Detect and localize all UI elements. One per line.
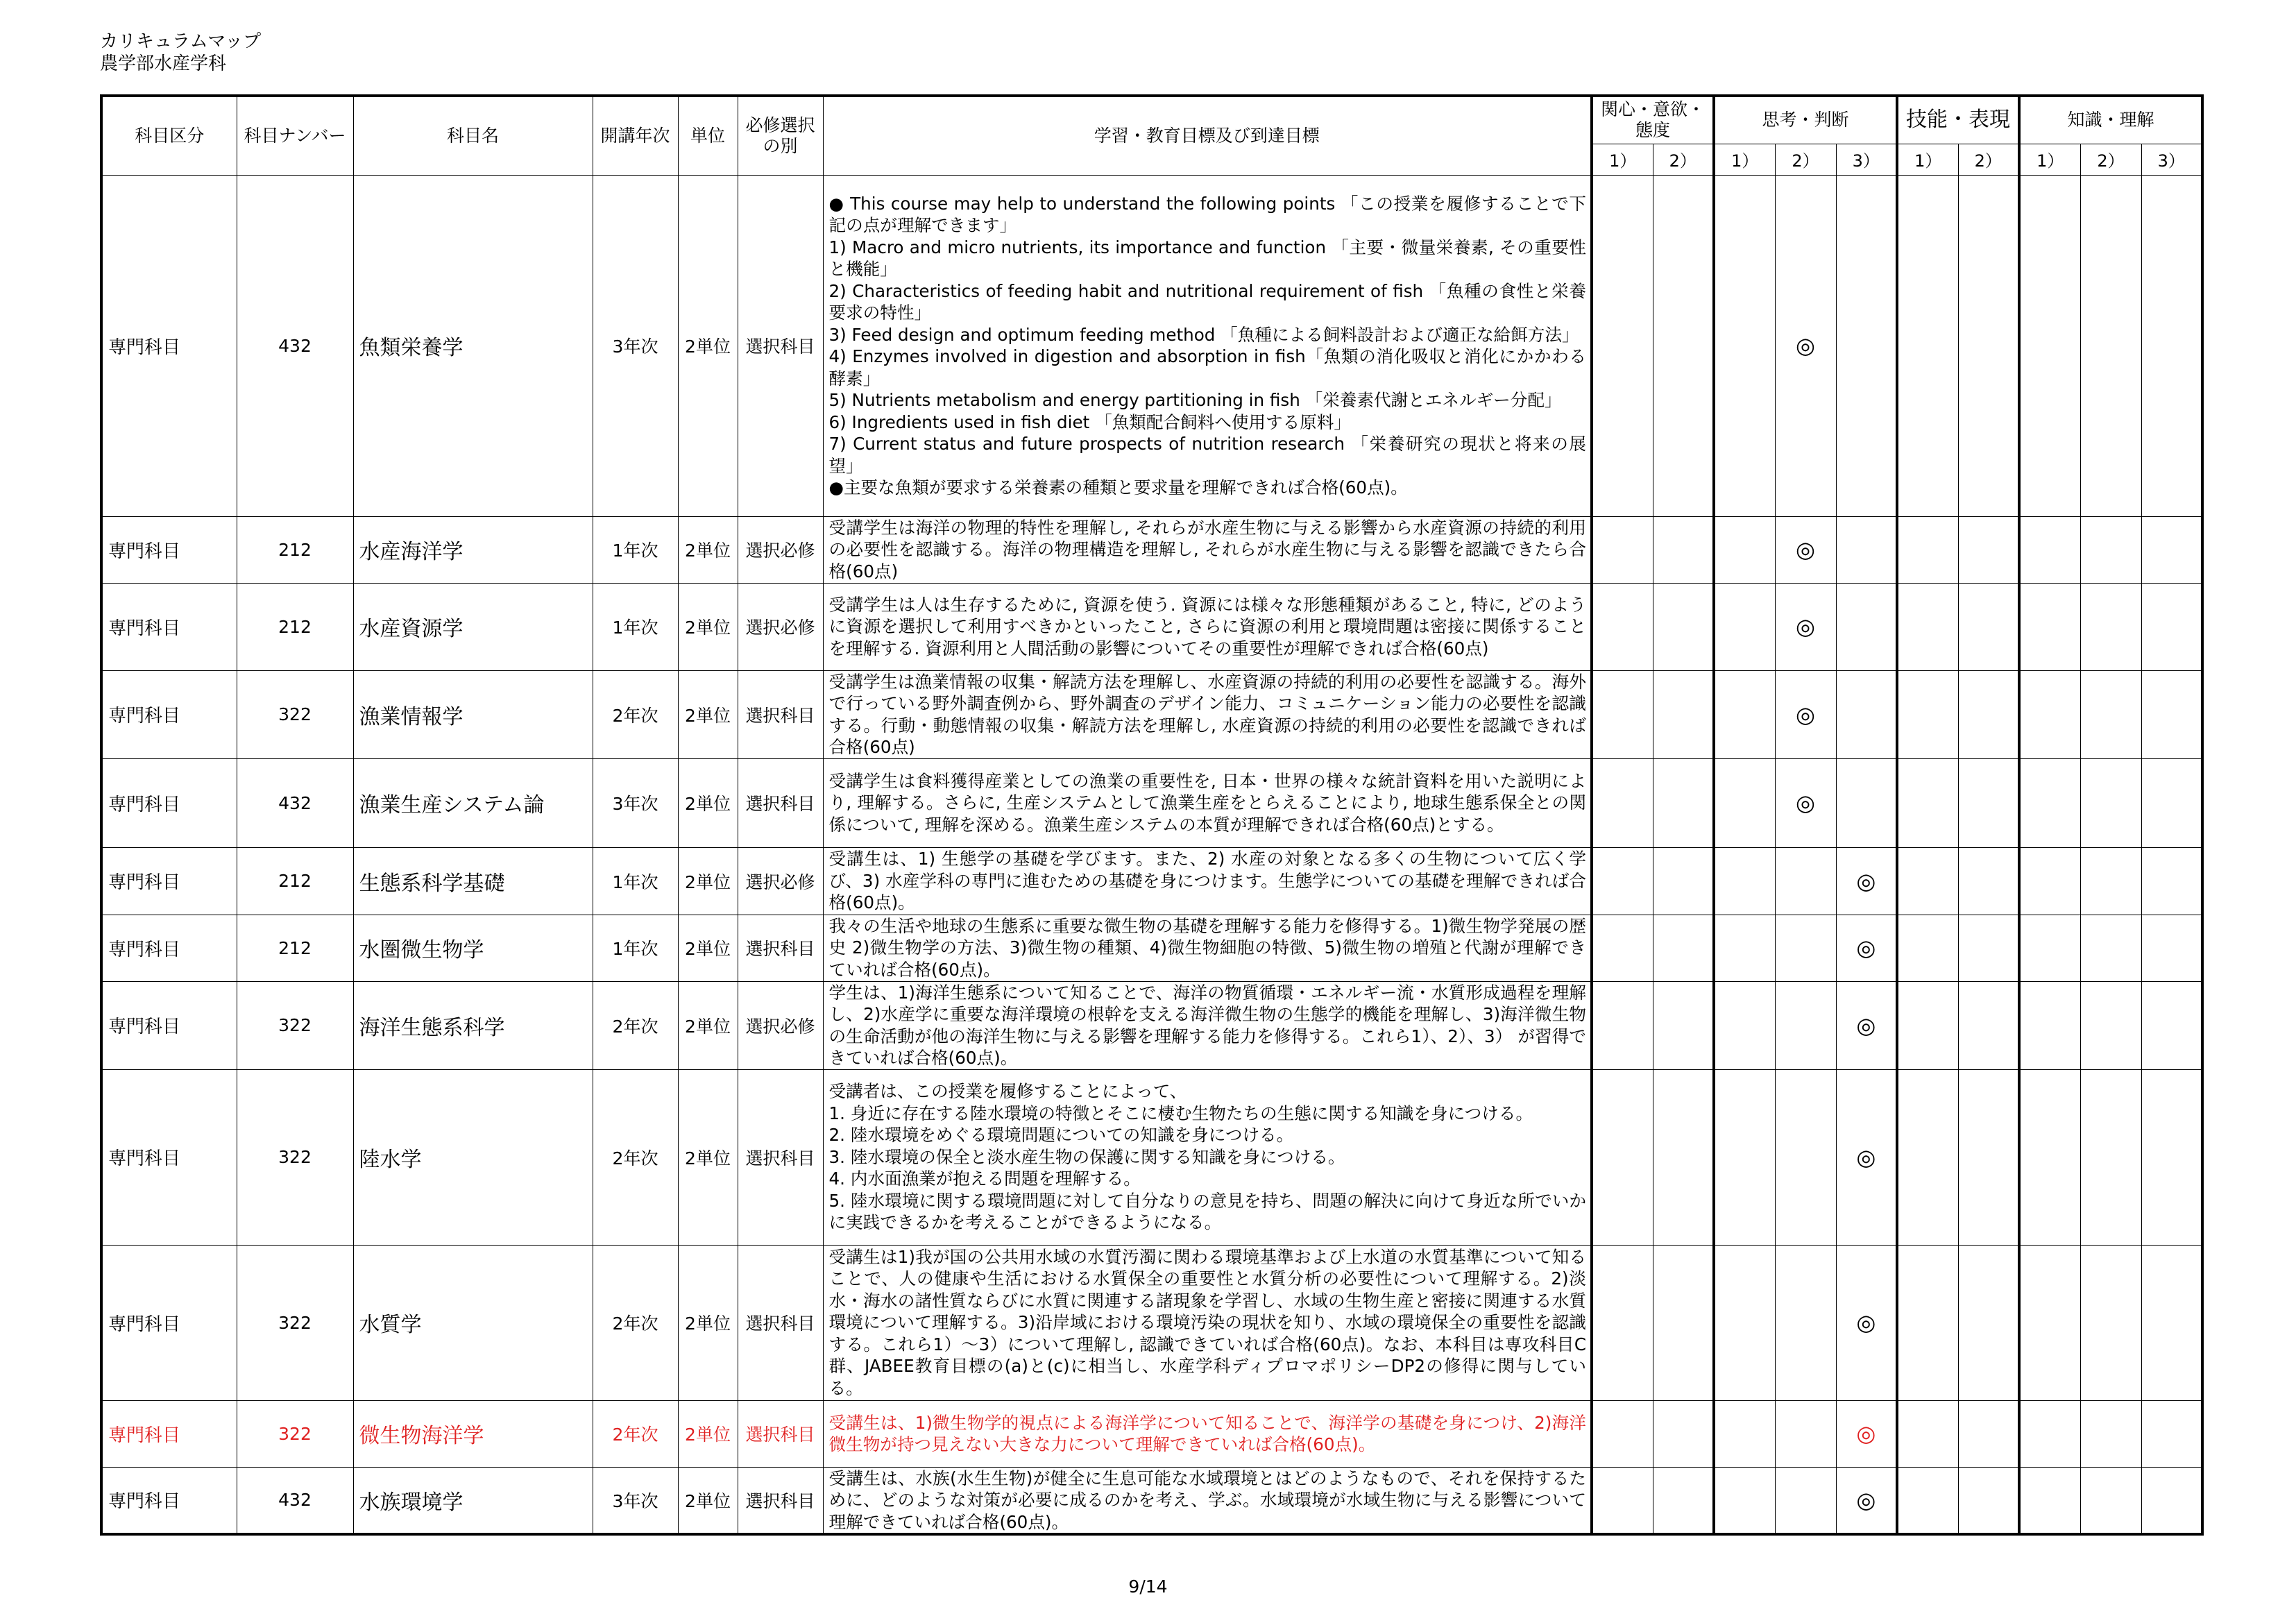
header-year: 開講年次 [593, 96, 678, 175]
course-name: 水圏微生物学 [353, 915, 593, 981]
sub-header: 1） [1592, 144, 1653, 175]
course-goals: 受講生は、1)微生物学的視点による海洋学について知ることで、海洋学の基礎を身につけ、2)海洋微生物が持つ見えない大きな力について理解できていれば合格(60点)。 [823, 1400, 1592, 1467]
table-row [101, 1245, 2202, 1400]
course-goals: 受講学生は漁業情報の収集・解読方法を理解し、水産資源の持続的利用の必要性を認識する。海外で行っている野外調査例から、野外調査のデザイン能力、コミュニケーション能力の必要性を認識する。行動・動態情報の収集・解読方法を理解し, 水産資源の持続的利用の必要性を認識できれば合格(60点) [823, 670, 1592, 758]
evaluation-cell [1897, 175, 1958, 516]
evaluation-cell [1592, 915, 1653, 981]
evaluation-cell [2141, 1069, 2202, 1245]
evaluation-cell [1775, 847, 1836, 915]
evaluation-mark: ◎ [1836, 1069, 1897, 1245]
document-header [100, 31, 261, 75]
header-thinking: 思考・判断 [1714, 96, 1897, 144]
evaluation-cell [2141, 516, 2202, 583]
table-row [101, 583, 2202, 670]
course-category: 専門科目 [101, 1400, 237, 1467]
evaluation-cell [1714, 1069, 1775, 1245]
evaluation-mark: ◎ [1836, 847, 1897, 915]
evaluation-cell [1958, 915, 2019, 981]
course-number: 212 [237, 847, 353, 915]
evaluation-cell [1958, 670, 2019, 758]
evaluation-cell [2019, 670, 2080, 758]
evaluation-mark: ◎ [1836, 1400, 1897, 1467]
sub-header: 2） [1653, 144, 1714, 175]
sub-header: 3） [2141, 144, 2202, 175]
course-number: 212 [237, 915, 353, 981]
course-year: 1年次 [593, 516, 678, 583]
evaluation-mark: ◎ [1775, 583, 1836, 670]
course-category: 専門科目 [101, 516, 237, 583]
evaluation-cell [2080, 516, 2141, 583]
evaluation-cell [1653, 670, 1714, 758]
header-goals: 学習・教育目標及び到達目標 [823, 96, 1592, 175]
header-interest: 関心・意欲・態度 [1592, 96, 1714, 144]
course-required: 選択必修 [738, 516, 823, 583]
course-year: 1年次 [593, 583, 678, 670]
course-required: 選択必修 [738, 583, 823, 670]
course-number: 322 [237, 981, 353, 1069]
evaluation-cell [1653, 1245, 1714, 1400]
evaluation-cell [2080, 1069, 2141, 1245]
course-number: 322 [237, 1400, 353, 1467]
course-category: 専門科目 [101, 670, 237, 758]
course-required: 選択科目 [738, 1400, 823, 1467]
evaluation-cell [2019, 516, 2080, 583]
evaluation-cell [2141, 175, 2202, 516]
evaluation-mark: ◎ [1775, 670, 1836, 758]
sub-header: 1） [1714, 144, 1775, 175]
header-skills: 技能・表現 [1897, 96, 2019, 144]
evaluation-cell [1653, 175, 1714, 516]
course-units: 2単位 [678, 981, 738, 1069]
header-number: 科目ナンバー [237, 96, 353, 175]
table-row [101, 175, 2202, 516]
evaluation-cell [1592, 583, 1653, 670]
evaluation-cell [1592, 847, 1653, 915]
course-year: 2年次 [593, 1245, 678, 1400]
course-goals: 受講学生は人は生存するために, 資源を使う. 資源には様々な形態種類があること, 特に, どのように資源を選択して利用すべきかといったこと, さらに資源の利用と環境問題は密接に関係することを理解する. 資源利用と人間活動の影響についてその重要性が理解できれば合格(60点) [823, 583, 1592, 670]
evaluation-cell [2080, 1400, 2141, 1467]
course-required: 選択科目 [738, 670, 823, 758]
evaluation-cell [1958, 847, 2019, 915]
evaluation-cell [1897, 1069, 1958, 1245]
evaluation-cell [1836, 758, 1897, 847]
header-required: 必修選択の別 [738, 96, 823, 175]
evaluation-cell [1836, 516, 1897, 583]
course-category: 専門科目 [101, 847, 237, 915]
course-units: 2単位 [678, 583, 738, 670]
evaluation-cell [2019, 1400, 2080, 1467]
table-row [101, 981, 2202, 1069]
department-name: 農学部水産学科 [100, 53, 227, 74]
course-units: 2単位 [678, 915, 738, 981]
evaluation-cell [1897, 915, 1958, 981]
sub-header: 1） [2019, 144, 2080, 175]
course-units: 2単位 [678, 175, 738, 516]
evaluation-cell [1714, 175, 1775, 516]
course-name: 水質学 [353, 1245, 593, 1400]
evaluation-cell [1592, 758, 1653, 847]
course-name: 水産資源学 [353, 583, 593, 670]
evaluation-cell [2019, 1467, 2080, 1534]
evaluation-cell [2141, 981, 2202, 1069]
table-row [101, 1467, 2202, 1534]
evaluation-cell [2080, 670, 2141, 758]
evaluation-cell [1714, 1467, 1775, 1534]
course-name: 陸水学 [353, 1069, 593, 1245]
evaluation-cell [1714, 847, 1775, 915]
course-name: 水族環境学 [353, 1467, 593, 1534]
evaluation-cell [1714, 915, 1775, 981]
header-name: 科目名 [353, 96, 593, 175]
course-year: 2年次 [593, 1400, 678, 1467]
evaluation-cell [1836, 670, 1897, 758]
course-goals: 受講学生は海洋の物理的特性を理解し, それらが水産生物に与える影響から水産資源の持続的利用の必要性を認識する。海洋の物理構造を理解し, それらが水産生物に与える影響を認識できたら合格(60点) [823, 516, 1592, 583]
course-number: 212 [237, 583, 353, 670]
document-title: カリキュラムマップ [100, 31, 262, 52]
course-name: 生態系科学基礎 [353, 847, 593, 915]
course-category: 専門科目 [101, 1069, 237, 1245]
course-units: 2単位 [678, 758, 738, 847]
evaluation-cell [1897, 1400, 1958, 1467]
course-year: 2年次 [593, 1069, 678, 1245]
course-units: 2単位 [678, 1467, 738, 1534]
evaluation-cell [1958, 516, 2019, 583]
evaluation-mark: ◎ [1775, 175, 1836, 516]
course-required: 選択科目 [738, 175, 823, 516]
evaluation-cell [1958, 1467, 2019, 1534]
course-units: 2単位 [678, 1400, 738, 1467]
evaluation-cell [1897, 847, 1958, 915]
evaluation-cell [2080, 758, 2141, 847]
evaluation-mark: ◎ [1775, 758, 1836, 847]
course-category: 専門科目 [101, 981, 237, 1069]
course-units: 2単位 [678, 670, 738, 758]
evaluation-cell [2019, 915, 2080, 981]
evaluation-cell [2019, 981, 2080, 1069]
course-name: 漁業生産システム論 [353, 758, 593, 847]
table-row [101, 1400, 2202, 1467]
evaluation-cell [2141, 915, 2202, 981]
course-goals: ● This course may help to understand the following points 「この授業を履修することで下記の点が理解できます」 1) Macro and micro nutrients, its importance and function 「主要・微量栄養素, その重要性と機能」 2) Characteristics of feeding habit and nutritional requirement of fish 「魚種の食性と栄養要求の特性」 3) Feed design and optimum feeding method 「魚種による飼料設計および適正な給餌方法」 4) Enzymes involved in digestion and absorption in fish「魚類の消化吸収と消化にかかわる酵素」 5) Nutrients metabolism and energy partitioning in fish 「栄養素代謝とエネルギー分配」 6) Ingredients used in fish diet 「魚類配合飼料へ使用する原料」 7) Current status and future prospects of nutrition research 「栄養研究の現状と将来の展望」 ●主要な魚類が要求する栄養素の種類と要求量を理解できれば合格(60点)。 [823, 175, 1592, 516]
course-name: 水産海洋学 [353, 516, 593, 583]
curriculum-table [100, 94, 2204, 1536]
evaluation-cell [1897, 981, 1958, 1069]
evaluation-cell [2141, 758, 2202, 847]
course-goals: 受講生は、1) 生態学の基礎を学びます。また、2) 水産の対象となる多くの生物について広く学び、3) 水産学科の専門に進むための基礎を身につけます。生態学についての基礎を理解できれば合格(60点)。 [823, 847, 1592, 915]
course-goals: 受講生は、水族(水生生物)が健全に生息可能な水域環境とはどのようなもので、それを保持するために、どのような対策が必要に成るのかを考え、学ぶ。水域環境が水域生物に与える影響について理解できていれば合格(60点)。 [823, 1467, 1592, 1534]
table-body [101, 175, 2202, 1534]
evaluation-cell [1775, 1467, 1836, 1534]
header-category: 科目区分 [101, 96, 237, 175]
evaluation-cell [2080, 1467, 2141, 1534]
course-name: 漁業情報学 [353, 670, 593, 758]
evaluation-cell [1592, 1467, 1653, 1534]
evaluation-cell [1714, 516, 1775, 583]
evaluation-cell [1714, 1400, 1775, 1467]
course-number: 432 [237, 758, 353, 847]
evaluation-cell [1592, 981, 1653, 1069]
course-units: 2単位 [678, 516, 738, 583]
evaluation-cell [2019, 175, 2080, 516]
evaluation-cell [1653, 758, 1714, 847]
course-required: 選択必修 [738, 847, 823, 915]
header-units: 単位 [678, 96, 738, 175]
evaluation-cell [2141, 1400, 2202, 1467]
evaluation-cell [1714, 981, 1775, 1069]
course-units: 2単位 [678, 1069, 738, 1245]
course-year: 1年次 [593, 847, 678, 915]
course-name: 微生物海洋学 [353, 1400, 593, 1467]
course-units: 2単位 [678, 847, 738, 915]
evaluation-cell [1714, 670, 1775, 758]
evaluation-cell [2080, 847, 2141, 915]
evaluation-cell [1653, 1467, 1714, 1534]
evaluation-cell [1775, 915, 1836, 981]
evaluation-cell [1653, 847, 1714, 915]
evaluation-cell [1592, 1069, 1653, 1245]
evaluation-cell [2019, 583, 2080, 670]
evaluation-cell [2080, 981, 2141, 1069]
course-year: 2年次 [593, 981, 678, 1069]
course-number: 212 [237, 516, 353, 583]
evaluation-cell [1653, 516, 1714, 583]
evaluation-cell [2019, 758, 2080, 847]
header-knowledge: 知識・理解 [2019, 96, 2202, 144]
course-category: 専門科目 [101, 175, 237, 516]
evaluation-cell [1592, 175, 1653, 516]
evaluation-cell [1653, 583, 1714, 670]
evaluation-cell [2080, 915, 2141, 981]
course-number: 322 [237, 670, 353, 758]
course-category: 専門科目 [101, 1467, 237, 1534]
evaluation-cell [2141, 583, 2202, 670]
evaluation-mark: ◎ [1775, 516, 1836, 583]
evaluation-cell [1775, 1245, 1836, 1400]
evaluation-cell [2019, 1245, 2080, 1400]
evaluation-cell [1958, 1069, 2019, 1245]
table-row [101, 670, 2202, 758]
course-required: 選択科目 [738, 1467, 823, 1534]
evaluation-cell [1958, 175, 2019, 516]
course-required: 選択科目 [738, 758, 823, 847]
evaluation-cell [2141, 670, 2202, 758]
evaluation-cell [2080, 175, 2141, 516]
sub-header: 2） [1958, 144, 2019, 175]
sub-header: 3） [1836, 144, 1897, 175]
course-category: 専門科目 [101, 915, 237, 981]
course-required: 選択科目 [738, 1245, 823, 1400]
evaluation-cell [1653, 981, 1714, 1069]
evaluation-cell [1897, 1245, 1958, 1400]
evaluation-cell [1592, 1400, 1653, 1467]
evaluation-mark: ◎ [1836, 1245, 1897, 1400]
evaluation-mark: ◎ [1836, 915, 1897, 981]
evaluation-cell [2141, 1245, 2202, 1400]
course-year: 2年次 [593, 670, 678, 758]
evaluation-mark: ◎ [1836, 981, 1897, 1069]
evaluation-cell [1592, 516, 1653, 583]
evaluation-cell [1592, 1245, 1653, 1400]
evaluation-mark: ◎ [1836, 1467, 1897, 1534]
evaluation-cell [1714, 758, 1775, 847]
evaluation-cell [1897, 670, 1958, 758]
evaluation-cell [1653, 1069, 1714, 1245]
course-goals: 受講生は1)我が国の公共用水域の水質汚濁に関わる環境基準および上水道の水質基準について知ることで、人の健康や生活における水質保全の重要性と水質分析の必要性について理解する。2)淡水・海水の諸性質ならびに水質に関連する諸現象を学習し、水域の生物生産と密接に関連する水質環境について理解する。3)沿岸域における環境汚染の現状を知り、水域の環境保全の重要性を認識する。これら1）～3）について理解し, 認識できていれば合格(60点)。なお、本科目は専攻科目C群、JABEE教育目標の(a)と(c)に相当し、水産学科ディプロマポリシーDP2の修得に関与している。 [823, 1245, 1592, 1400]
evaluation-cell [1775, 1069, 1836, 1245]
evaluation-cell [1897, 1467, 1958, 1534]
course-name: 魚類栄養学 [353, 175, 593, 516]
course-category: 専門科目 [101, 1245, 237, 1400]
evaluation-cell [1836, 583, 1897, 670]
evaluation-cell [1714, 1245, 1775, 1400]
course-required: 選択科目 [738, 915, 823, 981]
page-number: 9/14 [1128, 1577, 1168, 1597]
course-year: 3年次 [593, 758, 678, 847]
evaluation-cell [1958, 758, 2019, 847]
course-name: 海洋生態系科学 [353, 981, 593, 1069]
evaluation-cell [1958, 583, 2019, 670]
course-units: 2単位 [678, 1245, 738, 1400]
evaluation-cell [1897, 516, 1958, 583]
evaluation-cell [1836, 175, 1897, 516]
course-required: 選択必修 [738, 981, 823, 1069]
course-goals: 学生は、1)海洋生態系について知ることで、海洋の物質循環・エネルギー流・水質形成過程を理解し、2)水産学に重要な海洋環境の根幹を支える海洋微生物の生態学的機能を理解し、3)海洋微生物の生命活動が他の海洋生物に与える影響を理解する能力を修得する。これら1）、2）、3） が習得できていれば合格(60点)。 [823, 981, 1592, 1069]
evaluation-cell [1897, 758, 1958, 847]
evaluation-cell [2080, 1245, 2141, 1400]
sub-header: 2） [2080, 144, 2141, 175]
table-row [101, 758, 2202, 847]
evaluation-cell [1653, 915, 1714, 981]
evaluation-cell [1958, 1400, 2019, 1467]
table-row [101, 516, 2202, 583]
course-year: 3年次 [593, 175, 678, 516]
evaluation-cell [1897, 583, 1958, 670]
evaluation-cell [1958, 1245, 2019, 1400]
course-goals: 受講者は、この授業を履修することによって、 1. 身近に存在する陸水環境の特徴とそこに棲む生物たちの生態に関する知識を身につける。 2. 陸水環境をめぐる環境問題についての知識を身につける。 3. 陸水環境の保全と淡水産生物の保護に関する知識を身につける。 4. 内水面漁業が抱える問題を理解する。 5. 陸水環境に関する環境問題に対して自分なりの意見を持ち、問題の解決に向けて身近な所でいかに実践できるかを考えることができるようになる。 [823, 1069, 1592, 1245]
course-number: 322 [237, 1069, 353, 1245]
evaluation-cell [1653, 1400, 1714, 1467]
evaluation-cell [2141, 847, 2202, 915]
evaluation-cell [2019, 847, 2080, 915]
course-number: 432 [237, 175, 353, 516]
evaluation-cell [2141, 1467, 2202, 1534]
course-category: 専門科目 [101, 758, 237, 847]
course-required: 選択科目 [738, 1069, 823, 1245]
evaluation-cell [1592, 670, 1653, 758]
course-goals: 受講学生は食料獲得産業としての漁業の重要性を, 日本・世界の様々な統計資料を用いた説明により, 理解する。さらに, 生産システムとして漁業生産をとらえることにより, 地球生態系保全との関係について, 理解を深める。漁業生産システムの本質が理解できれば合格(60点)とする。 [823, 758, 1592, 847]
sub-header: 1） [1897, 144, 1958, 175]
evaluation-cell [1775, 981, 1836, 1069]
course-number: 432 [237, 1467, 353, 1534]
course-category: 専門科目 [101, 583, 237, 670]
evaluation-cell [1958, 981, 2019, 1069]
evaluation-cell [1714, 583, 1775, 670]
course-year: 1年次 [593, 915, 678, 981]
table-row [101, 847, 2202, 915]
table-row [101, 1069, 2202, 1245]
sub-header: 2） [1775, 144, 1836, 175]
table-row [101, 915, 2202, 981]
course-number: 322 [237, 1245, 353, 1400]
evaluation-cell [1775, 1400, 1836, 1467]
course-goals: 我々の生活や地球の生態系に重要な微生物の基礎を理解する能力を修得する。1)微生物学発展の歴史 2)微生物学の方法、3)微生物の種類、4)微生物細胞の特徴、5)微生物の増殖と代謝が理解できていれば合格(60点)。 [823, 915, 1592, 981]
course-year: 3年次 [593, 1467, 678, 1534]
evaluation-cell [2080, 583, 2141, 670]
evaluation-cell [2019, 1069, 2080, 1245]
